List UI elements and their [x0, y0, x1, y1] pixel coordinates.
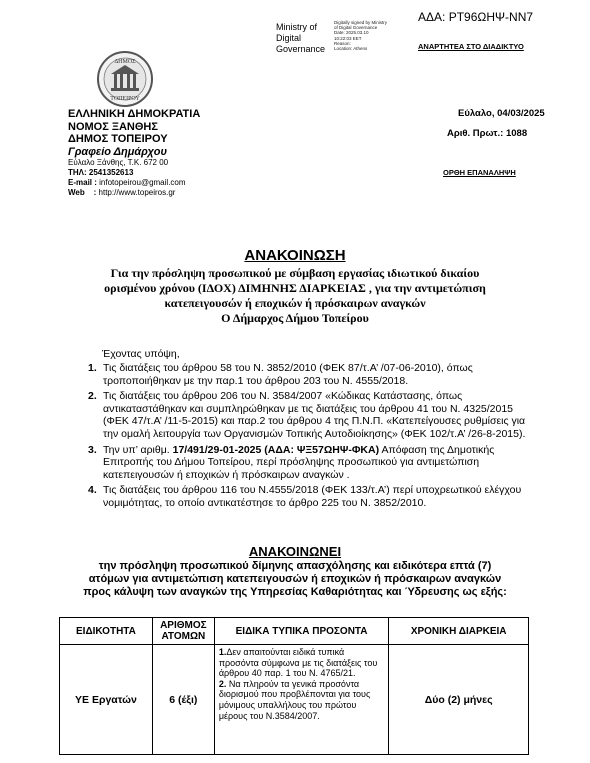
item-text: Τις διατάξεις του άρθρου 58 του Ν. 3852/2010 (ΦΕΚ 87/τ.Α’ /07-06-2010), όπως τροποποιήθηκαν με την παρ.1 του άρθρου 203 του Ν. 4555/2018. — [103, 362, 473, 387]
ministry-name — [276, 22, 325, 55]
ada-code: ΑΔΑ: ΡΤ96ΩΗΨ-ΝΝ7 — [418, 10, 534, 24]
prefecture-name: ΝΟΜΟΣ ΞΑΝΘΗΣ — [68, 120, 158, 133]
signature-line: Reason: — [334, 40, 351, 46]
office-name: Γραφείο Δημάρχου — [68, 145, 167, 158]
cell-requirements — [214, 645, 389, 755]
declaration-line: προς κάλυψη των αναγκών της Υπηρεσίας Καθαριότητας και Ύδρευσης ως εξής: — [83, 586, 507, 598]
list-item — [88, 484, 528, 509]
announcement-subject — [60, 266, 530, 326]
signature-line: Date: 2025.03.10 — [334, 30, 369, 36]
republic-name: ΕΛΛΗΝΙΚΗ ΔΗΜΟΚΡΑΤΙΑ — [68, 108, 201, 120]
subject-line: Για την πρόσληψη προσωπικού με σύμβαση εργασίας ιδιωτικού δικαίου — [110, 266, 480, 280]
document-date: Εύλαλο, 04/03/2025 — [458, 108, 545, 119]
phone-number: 2541352613 — [88, 168, 134, 177]
subject-line: κατεπειγουσών ή εποχικών ή πρόσκαιρων αναγκών — [164, 296, 426, 310]
reprint-label: ΟΡΘΗ ΕΠΑΝΑΛΗΨΗ — [443, 168, 516, 177]
ministry-line: Governance — [276, 44, 326, 54]
announces-heading: ΑΝΑΚΟΙΝΩΝΕΙ — [248, 544, 342, 559]
municipality-name: ΔΗΜΟΣ ΤΟΠΕΙΡΟΥ — [68, 133, 168, 145]
signature-line: of Digital Governance — [334, 25, 378, 31]
item-text: Τις διατάξεις του άρθρου 206 του Ν. 3584/2007 «Κώδικας Κατάστασης, όπως αντικαταστάθηκαν και συμπληρώθηκαν με τις διατάξεις του άρθρου 41 του Ν. 4325/2015 (ΦΕΚ 47/τ.Α’ /11-5-2015) και παρ.2 του άρθρου 4 της Π.Ν.Π. «Κατεπείγουσες ρυθμίσεις για την ομαλή λειτουργία των Οργανισμών Τοπικής Αυτοδιοίκησης» (ΦΕΚ 102/τ.Α’ /26-8-2015). — [103, 390, 526, 440]
req-text: Να πληρούν τα γενικά προσόντα διορισμού που προβλέπονται για τους μόνιμους υπαλλήλους του πρώτου μέρους του Ν.3584/2007. — [218, 678, 371, 721]
list-item — [88, 390, 528, 440]
item-text-rest: Απόφαση της Δημοτικής Επιτροπής του Δήμου Τοπείρου, περί πρόσληψης προσωπικού για αντιμετώπιση κατεπειγουσών ή εποχικών ή πρόσκαιρων αναγκών . — [103, 443, 495, 481]
considerations-list — [88, 362, 528, 513]
req-number: 1. — [218, 647, 227, 657]
header-count: ΑΡΙΘΜΟΣ ΑΤΟΜΩΝ — [152, 618, 214, 645]
municipality-seal-icon — [96, 50, 154, 108]
cell-duration: Δύο (2) μήνες — [389, 645, 529, 755]
ministry-line: Ministry of — [276, 22, 318, 32]
posted-online-label: ΑΝΑΡΤΗΤΕΑ ΣΤΟ ΔΙΑΔΙΚΤΥΟ — [418, 42, 524, 51]
req-number: 2. — [218, 678, 227, 689]
signature-line: Digitally signed by Ministry — [334, 20, 388, 25]
item-text: Τις διατάξεις του άρθρου 116 του Ν.4555/2018 (ΦΕΚ 133/τ.Α’) περί υποχρεωτικού ελέγχου νομιμότητας, το οποίο αντικατέστησε το άρθρο 225 του Ν. 3852/2010. — [103, 484, 522, 509]
item-number: 2. — [88, 390, 97, 403]
email-label: E-mail : — [68, 178, 97, 187]
web-label: Web : — [68, 188, 97, 197]
organization-block — [68, 108, 200, 198]
header-duration: ΧΡΟΝΙΚΗ ΔΙΑΡΚΕΙΑ — [389, 618, 529, 645]
list-item — [88, 362, 528, 387]
protocol-number: Αριθ. Πρωτ.: 1088 — [447, 128, 528, 139]
item-number: 4. — [88, 484, 97, 497]
header-requirements: ΕΙΔΙΚΑ ΤΥΠΙΚΑ ΠΡΟΣΟΝΤΑ — [214, 618, 389, 645]
item-number: 1. — [88, 362, 97, 374]
list-item — [88, 444, 528, 482]
item-number: 3. — [88, 443, 97, 456]
table-header-row — [60, 618, 529, 645]
decision-reference: 17/491/29-01-2025 (ΑΔΑ: ΨΞ57ΩΗΨ-ΦΚΑ) — [172, 443, 380, 456]
signature-line: Location: Athens — [334, 46, 368, 52]
table-row — [60, 645, 529, 755]
header-specialty: ΕΙΔΙΚΟΤΗΤΑ — [60, 618, 153, 645]
cell-specialty: ΥΕ Εργατών — [60, 645, 153, 755]
declaration-line: την πρόσληψη προσωπικού δίμηνης απασχόλησης και ειδικότερα επτά (7) — [98, 560, 492, 572]
web-link[interactable]: http://www.topeiros.gr — [98, 188, 176, 197]
item-text-pre: Την υπ’ αριθμ. — [103, 443, 173, 456]
positions-table — [59, 617, 529, 755]
subject-line: Ο Δήμαρχος Δήμου Τοπείρου — [221, 311, 369, 325]
cell-count: 6 (έξι) — [152, 645, 214, 755]
seal-text-top: ΔΗΜΟΣ — [114, 59, 136, 65]
req-text: Δεν απαιτούνται ειδικά τυπικά προσόντα σύμφωνα με τις διατάξεις του άρθρου 40 παρ. 1 του Ν. 4765/21. — [218, 647, 378, 679]
announcement-title: ΑΝΑΚΟΙΝΩΣΗ — [244, 247, 346, 264]
email-link[interactable]: infotopeirou@gmail.com — [99, 178, 186, 187]
subject-line: ορισμένου χρόνου (ΙΔΟΧ) ΔΙΜΗΝΗΣ ΔΙΑΡΚΕΙΑΣ , για την αντιμετώπιση — [104, 281, 486, 295]
phone-label: ΤΗΛ: — [68, 168, 87, 177]
address: Εύλαλο Ξάνθης, Τ.Κ. 672 00 — [68, 158, 169, 167]
considerations-intro: Έχοντας υπόψη, — [102, 348, 180, 360]
item-text — [103, 444, 528, 482]
ministry-line: Digital — [276, 33, 302, 43]
seal-text-bottom: ΤΟΠΕΙΡΟΥ — [110, 96, 140, 102]
signature-line: 10:22:03 EET — [334, 35, 362, 41]
declaration-line: ατόμων για αντιμετώπιση κατεπειγουσών ή εποχικών ή πρόσκαιρων αναγκών — [88, 573, 502, 585]
declaration-text — [40, 560, 550, 599]
digital-signature — [334, 20, 416, 51]
